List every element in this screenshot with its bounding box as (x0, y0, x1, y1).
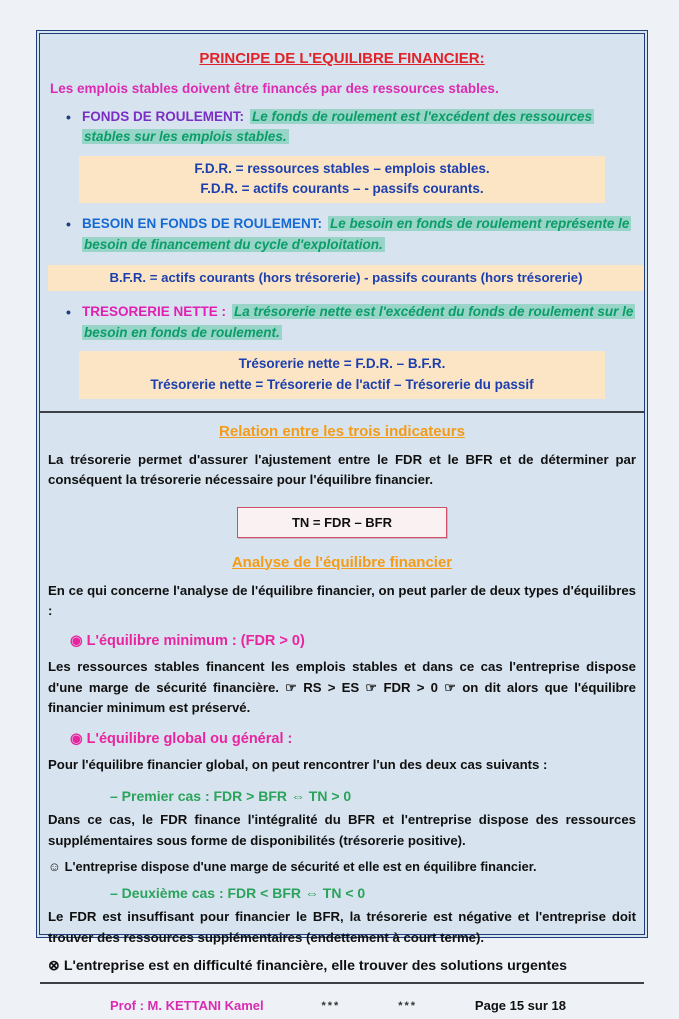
formula-line: Trésorerie nette = F.D.R. – B.F.R. (238, 355, 446, 371)
premier-cas-heading: – Premier cas : FDR > BFR ⇔ TN > 0 (110, 788, 352, 805)
tn-formula-box (79, 351, 604, 399)
footer-divider (40, 982, 644, 984)
tn-equation-box (237, 507, 447, 538)
section-divider (40, 411, 644, 413)
deuxieme-cas-heading: – Deuxième cas : FDR < BFR ⇔ TN < 0 (110, 885, 366, 902)
bullet-icon: • (66, 304, 71, 321)
definition-term-tn: TRESORERIE NETTE : (82, 304, 227, 320)
page-content (40, 34, 644, 1014)
premier-cas-body: Dans ce cas, le FDR finance l'intégralité du BFR et l'entreprise dispose des ressources supplémentaires sous forme de disponibilités (trésorerie positive). (48, 812, 636, 848)
definition-fdr (48, 107, 636, 148)
definition-text-fdr: Le fonds de roulement est l'excédent des ressources stables sur les emplois stables. (84, 109, 593, 145)
subtitle: Les emplois stables doivent être financés par des ressources stables. (50, 81, 499, 96)
definition-term-fdr: FONDS DE ROULEMENT: (82, 109, 244, 124)
analyse-intro: En ce qui concerne l'analyse de l'équilibre financier, on peut parler de deux types d'équilibres : (48, 582, 636, 618)
formula-line: B.F.R. = actifs courants (hors trésorerie) - passifs courants (hors trésorerie) (109, 269, 583, 285)
bullet-icon: • (66, 216, 71, 233)
equilibre-global-heading: ◉ L'équilibre global ou général : (70, 730, 293, 747)
tn-equation: TN = FDR – BFR (291, 514, 393, 530)
premier-cas-note: ☺ L'entreprise dispose d'une marge de sécurité et elle est en équilibre financier. (48, 859, 537, 875)
relation-body: La trésorerie permet d'assurer l'ajustement entre le FDR et le BFR et de déterminer par conséquent la trésorerie nécessaire pour l'équilibre financier. (48, 451, 636, 488)
fdr-formula-box (79, 156, 604, 204)
footer-stars-right: *** (398, 999, 418, 1012)
formula-line: Trésorerie nette = Trésorerie de l'actif – Trésorerie du passif (150, 376, 534, 392)
footer-area (48, 978, 636, 1019)
definition-text-bfr: Le besoin en fonds de roulement représente le besoin de financement du cycle d'exploitation. (84, 216, 630, 252)
page-title: PRINCIPE DE L'EQUILIBRE FINANCIER: (199, 50, 485, 67)
definition-term-bfr: BESOIN EN FONDS DE ROULEMENT: (82, 216, 323, 232)
footer-page-number: Page 15 sur 18 (474, 998, 566, 1014)
equilibre-minimum-body: Les ressources stables financent les emplois stables et dans ce cas l'entreprise dispose d'une marge de sécurité financière. ☞ RS > ES ☞ FDR > 0 ☞ on dit alors que l'équilibre financier minimum est préservé. (48, 659, 636, 716)
bfr-formula-box (48, 265, 644, 291)
footer-stars-left: *** (321, 999, 341, 1012)
deuxieme-cas-body: Le FDR est insuffisant pour financier le BFR, la trésorerie est négative et l'entreprise doit trouver des ressources supplémentaires (endettement à court terme). (48, 909, 636, 945)
definition-bfr (48, 214, 636, 255)
equilibre-minimum-heading: ◉ L'équilibre minimum : (FDR > 0) (70, 633, 305, 650)
bullet-icon: • (66, 109, 71, 125)
footer-professor: Prof : M. KETTANI Kamel (110, 998, 264, 1014)
formula-line: F.D.R. = ressources stables – emplois stables. (194, 160, 490, 176)
relation-heading: Relation entre les trois indicateurs (219, 422, 465, 440)
definition-tn (48, 302, 636, 343)
page-border-frame (36, 30, 648, 1014)
deuxieme-cas-note: ⊗ L'entreprise est en difficulté financière, elle trouver des solutions urgentes (48, 958, 568, 975)
footer (48, 990, 636, 1019)
equilibre-global-body: Pour l'équilibre financier global, on peut rencontrer l'un des deux cas suivants : (48, 756, 548, 772)
analyse-heading: Analyse de l'équilibre financier (231, 553, 453, 571)
definition-text-tn: La trésorerie nette est l'excédent du fonds de roulement sur le besoin en fonds de roulement. (84, 304, 634, 340)
formula-line: F.D.R. = actifs courants – - passifs courants. (200, 181, 484, 197)
